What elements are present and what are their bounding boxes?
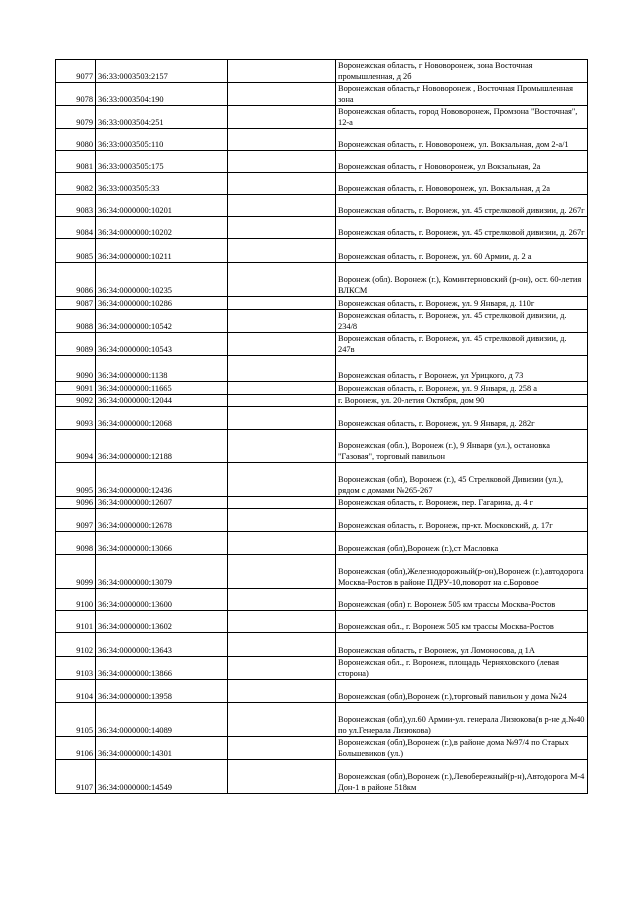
row-number: 9100 <box>56 589 96 611</box>
address: Воронежская обл., г. Воронеж, площадь Черняховского (левая сторона) <box>336 657 588 680</box>
empty-cell <box>228 509 336 532</box>
empty-cell <box>228 657 336 680</box>
cadastral-number: 36:34:0000000:10211 <box>96 239 228 263</box>
address: Воронежская (обл) г. Воронеж 505 км трассы Москва-Ростов <box>336 589 588 611</box>
table-row <box>56 395 588 407</box>
address: Воронежская (обл),Воронеж (г.),ст Масловка <box>336 532 588 555</box>
cadastral-number: 36:34:0000000:13643 <box>96 633 228 657</box>
row-number: 9081 <box>56 151 96 173</box>
cadastral-number: 36:34:0000000:14089 <box>96 703 228 737</box>
address: Воронежская область, г. Нововоронеж, ул. Вокзальная, дом 2-а/1 <box>336 129 588 151</box>
row-number: 9104 <box>56 680 96 703</box>
cadastral-number: 36:34:0000000:13066 <box>96 532 228 555</box>
empty-cell <box>228 760 336 794</box>
table-row <box>56 633 588 657</box>
table-row <box>56 407 588 430</box>
row-number: 9101 <box>56 611 96 633</box>
address: Воронежская область, г. Воронеж, ул. 9 Января, д. 258 а <box>336 382 588 395</box>
address: Воронежская область, г. Воронеж, пр-кт. Московский, д. 17г <box>336 509 588 532</box>
cadastral-number: 36:33:0003505:175 <box>96 151 228 173</box>
row-number: 9096 <box>56 497 96 509</box>
empty-cell <box>228 217 336 239</box>
empty-cell <box>228 106 336 129</box>
address: Воронежская область, г. Воронеж, ул. 45 стрелковой дивизии, д. 267г <box>336 217 588 239</box>
table-row <box>56 239 588 263</box>
row-number: 9097 <box>56 509 96 532</box>
row-number: 9084 <box>56 217 96 239</box>
empty-cell <box>228 151 336 173</box>
empty-cell <box>228 532 336 555</box>
table-row <box>56 173 588 195</box>
address: Воронежская (обл),Железнодорожный(р-он),Воронеж (г.),автодорога Москва-Ростов в районе ПДРУ-10,поворот на с.Боровое <box>336 555 588 589</box>
empty-cell <box>228 382 336 395</box>
row-number: 9107 <box>56 760 96 794</box>
table-row <box>56 195 588 217</box>
row-number: 9083 <box>56 195 96 217</box>
address: Воронежская область, г. Воронеж, ул. 60 Армии, д. 2 а <box>336 239 588 263</box>
table-row <box>56 129 588 151</box>
table-row <box>56 463 588 497</box>
empty-cell <box>228 589 336 611</box>
table-row <box>56 60 588 83</box>
empty-cell <box>228 737 336 760</box>
cadastral-number: 36:34:0000000:12068 <box>96 407 228 430</box>
cadastral-number: 36:33:0003505:33 <box>96 173 228 195</box>
address: Воронеж (обл). Воронеж (г.), Коминтерновский (р-он), ост. 60-летия ВЛКСМ <box>336 263 588 297</box>
empty-cell <box>228 239 336 263</box>
address: Воронежская область, г Воронеж, ул Урицкого, д 73 <box>336 356 588 382</box>
table-row <box>56 217 588 239</box>
table-row <box>56 589 588 611</box>
empty-cell <box>228 633 336 657</box>
table-row <box>56 657 588 680</box>
table-row <box>56 532 588 555</box>
table-body <box>56 60 588 794</box>
address: Воронежская область, г. Воронеж, ул. 45 стрелковой дивизии, д. 247в <box>336 333 588 356</box>
row-number: 9078 <box>56 83 96 106</box>
table-row <box>56 151 588 173</box>
cadastral-number: 36:34:0000000:10286 <box>96 297 228 310</box>
empty-cell <box>228 407 336 430</box>
empty-cell <box>228 463 336 497</box>
row-number: 9080 <box>56 129 96 151</box>
row-number: 9099 <box>56 555 96 589</box>
address: Воронежская область, г Воронеж, ул Ломоносова, д 1А <box>336 633 588 657</box>
cadastral-number: 36:34:0000000:12188 <box>96 430 228 463</box>
table-row <box>56 333 588 356</box>
cadastral-number: 36:33:0003504:190 <box>96 83 228 106</box>
row-number: 9095 <box>56 463 96 497</box>
cadastral-number: 36:34:0000000:13079 <box>96 555 228 589</box>
cadastral-number: 36:34:0000000:13600 <box>96 589 228 611</box>
table-row <box>56 106 588 129</box>
empty-cell <box>228 611 336 633</box>
row-number: 9086 <box>56 263 96 297</box>
address: Воронежская область, г Нововоронеж, ул Вокзальная, 2а <box>336 151 588 173</box>
row-number: 9106 <box>56 737 96 760</box>
row-number: 9102 <box>56 633 96 657</box>
empty-cell <box>228 60 336 83</box>
cadastral-number: 36:33:0003503:2157 <box>96 60 228 83</box>
empty-cell <box>228 83 336 106</box>
empty-cell <box>228 129 336 151</box>
table-row <box>56 497 588 509</box>
row-number: 9098 <box>56 532 96 555</box>
table-row <box>56 83 588 106</box>
address: Воронежская область,г Нововоронеж , Восточная Промышленная зона <box>336 83 588 106</box>
row-number: 9089 <box>56 333 96 356</box>
data-table <box>55 59 588 794</box>
table-row <box>56 680 588 703</box>
empty-cell <box>228 297 336 310</box>
address: Воронежская область, г. Воронеж, ул. 45 стрелковой дивизии, д. 267г <box>336 195 588 217</box>
address: Воронежская (обл),ул.60 Армии-ул. генерала Лизюкова(в р-не д.№40 по ул.Генерала Лизюкова) <box>336 703 588 737</box>
cadastral-number: 36:34:0000000:10543 <box>96 333 228 356</box>
address: Воронежская (обл), Воронеж (г.), 45 Стрелковой Дивизии (ул.), рядом с домами №265-267 <box>336 463 588 497</box>
row-number: 9090 <box>56 356 96 382</box>
table-row <box>56 430 588 463</box>
address: Воронежская область, г. Воронеж, пер. Гагарина, д. 4 г <box>336 497 588 509</box>
cadastral-number: 36:34:0000000:12044 <box>96 395 228 407</box>
empty-cell <box>228 333 336 356</box>
address: Воронежская (обл),Воронеж (г.),торговый павильон у дома №24 <box>336 680 588 703</box>
cadastral-number: 36:34:0000000:10201 <box>96 195 228 217</box>
table-row <box>56 760 588 794</box>
row-number: 9088 <box>56 310 96 333</box>
table-row <box>56 356 588 382</box>
row-number: 9077 <box>56 60 96 83</box>
cadastral-number: 36:34:0000000:10202 <box>96 217 228 239</box>
cadastral-number: 36:34:0000000:12678 <box>96 509 228 532</box>
cadastral-number: 36:34:0000000:10542 <box>96 310 228 333</box>
empty-cell <box>228 430 336 463</box>
cadastral-number: 36:34:0000000:12607 <box>96 497 228 509</box>
table-row <box>56 611 588 633</box>
cadastral-number: 36:34:0000000:13958 <box>96 680 228 703</box>
table-row <box>56 703 588 737</box>
table-row <box>56 297 588 310</box>
empty-cell <box>228 310 336 333</box>
empty-cell <box>228 703 336 737</box>
address: Воронежская (обл),Воронеж (г.),Левобережный(р-н),Автодорога М-4 Дон-1 в районе 518км <box>336 760 588 794</box>
cadastral-number: 36:34:0000000:14549 <box>96 760 228 794</box>
address: Воронежская область, город Нововоронеж, Промзона "Восточная", 12-а <box>336 106 588 129</box>
cadastral-number: 36:34:0000000:1138 <box>96 356 228 382</box>
row-number: 9093 <box>56 407 96 430</box>
address: Воронежская область, г. Нововоронеж, ул. Вокзальная, д 2а <box>336 173 588 195</box>
table-row <box>56 509 588 532</box>
cadastral-number: 36:34:0000000:11665 <box>96 382 228 395</box>
cadastral-number: 36:33:0003504:251 <box>96 106 228 129</box>
cadastral-number: 36:33:0003505:110 <box>96 129 228 151</box>
cadastral-number: 36:34:0000000:13866 <box>96 657 228 680</box>
cadastral-number: 36:34:0000000:13602 <box>96 611 228 633</box>
empty-cell <box>228 680 336 703</box>
row-number: 9091 <box>56 382 96 395</box>
table-row <box>56 263 588 297</box>
address: г. Воронеж, ул. 20-летия Октября, дом 90 <box>336 395 588 407</box>
empty-cell <box>228 356 336 382</box>
address: Воронежская область, г. Воронеж, ул. 45 стрелковой дивизии, д. 234/8 <box>336 310 588 333</box>
row-number: 9082 <box>56 173 96 195</box>
row-number: 9092 <box>56 395 96 407</box>
cadastral-number: 36:34:0000000:14301 <box>96 737 228 760</box>
row-number: 9087 <box>56 297 96 310</box>
row-number: 9103 <box>56 657 96 680</box>
row-number: 9094 <box>56 430 96 463</box>
empty-cell <box>228 555 336 589</box>
empty-cell <box>228 263 336 297</box>
address: Воронежская область, г. Воронеж, ул. 9 Января, д. 282г <box>336 407 588 430</box>
empty-cell <box>228 173 336 195</box>
row-number: 9085 <box>56 239 96 263</box>
address: Воронежская (обл.), Воронеж (г.), 9 Января (ул.), остановка "Газовая", торговый павильон <box>336 430 588 463</box>
empty-cell <box>228 395 336 407</box>
row-number: 9105 <box>56 703 96 737</box>
table-row <box>56 382 588 395</box>
address: Воронежская область, г Нововоронеж, зона Восточная промышленная, д 2б <box>336 60 588 83</box>
table-row <box>56 310 588 333</box>
row-number: 9079 <box>56 106 96 129</box>
empty-cell <box>228 497 336 509</box>
address: Воронежская область, г. Воронеж, ул. 9 Января, д. 110г <box>336 297 588 310</box>
address: Воронежская обл., г. Воронеж 505 км трассы Москва-Ростов <box>336 611 588 633</box>
cadastral-number: 36:34:0000000:12436 <box>96 463 228 497</box>
cadastral-number: 36:34:0000000:10235 <box>96 263 228 297</box>
empty-cell <box>228 195 336 217</box>
table-row <box>56 555 588 589</box>
address: Воронежская (обл),Воронеж (г.),в районе дома №97/4 по Старых Большевиков (ул.) <box>336 737 588 760</box>
table-row <box>56 737 588 760</box>
